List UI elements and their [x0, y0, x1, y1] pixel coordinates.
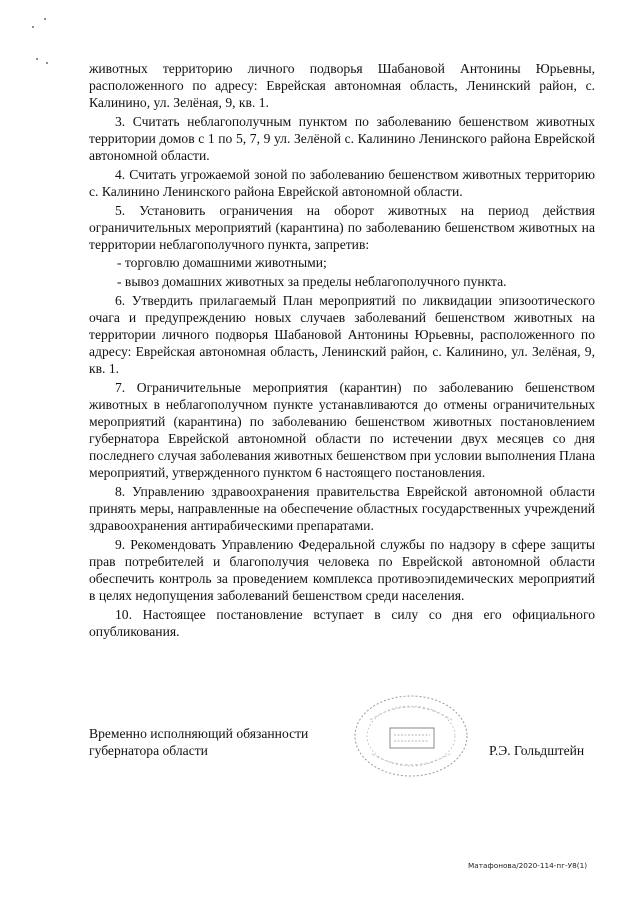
signatory-title-line-1: Временно исполняющий обязанности — [89, 726, 309, 741]
list-item-export: - вывоз домашних животных за пределы неблагополучного пункта. — [117, 274, 507, 290]
scan-specks — [30, 14, 60, 74]
paragraph-item-4: 4. Считать угрожаемой зоной по заболеванию бешенством животных территорию с. Калинино Ленинского района Еврейской автономной области. — [89, 166, 595, 199]
document-body — [89, 60, 595, 642]
signatory-name: Р.Э. Гольдштейн — [489, 743, 585, 758]
paragraph-item-9: 9. Рекомендовать Управлению Федеральной службы по надзору в сфере защиты прав потребителей и благополучия человека по Еврейской автономной области обеспечить контроль за проведением комплекса противоэпидемических мероприятий в целях недопущения заболеваний бешенством среди населения. — [89, 536, 595, 604]
paragraph-item-8: 8. Управлению здравоохранения правительства Еврейской автономной области принять меры, направленные на обеспечение областных государственных учреждений здравоохранения антирабическими препаратами. — [89, 484, 595, 534]
signature-block — [89, 725, 609, 785]
paragraph-item-6: 6. Утвердить прилагаемый План мероприятий по ликвидации эпизоотического очага и предупреждению новых случаев заболеваний бешенством животных на территории личного подворья Шабановой Антонины Юрьевны, расположенного по адресу: Еврейская автономная область, Ленинский район, с. Калинино, ул. Зелёная, 9, кв. 1. — [89, 292, 595, 377]
paragraph-item-10: 10. Настоящее постановление вступает в силу со дня его официального опубликования. — [89, 606, 595, 639]
signatory-title-line-2: губернатора области — [89, 743, 208, 759]
paragraph-item-5: 5. Установить ограничения на оборот животных на период действия ограничительных мероприятий (карантина) по заболеванию бешенством животных на территории неблагополучного пункта, запретив: — [89, 202, 595, 252]
signatory-title — [89, 725, 349, 760]
document-code: Матафонова/2020-114-пг-У8(1) — [468, 861, 588, 870]
paragraph-item-3: 3. Считать неблагополучным пунктом по заболеванию бешенством животных территории домов с 1 по 5, 7, 9 ул. Зелёной с. Калинино Ленинского района Еврейской автономной области. — [89, 113, 595, 164]
paragraph-item-7: 7. Ограничительные мероприятия (карантин) по заболеванию бешенством животных в неблагополучном пункте устанавливаются до отмены ограничительных мероприятий (карантина) по заболеванию бешенством животных постановлением губернатора Еврейской автономной области по истечении двух месяцев со дня последнего случая заболевания животных бешенством при условии выполнения Плана мероприятий, утвержденного пунктом 6 настоящего постановления. — [89, 379, 595, 481]
paragraph-continuation: животных территорию личного подворья Шабановой Антонины Юрьевны, расположенного по адресу: Еврейская автономная область, Ленинский район, с. Калинино, ул. Зелёная, 9, кв. 1. — [89, 61, 595, 111]
list-item-trade: - торговлю домашними животными; — [117, 255, 327, 271]
